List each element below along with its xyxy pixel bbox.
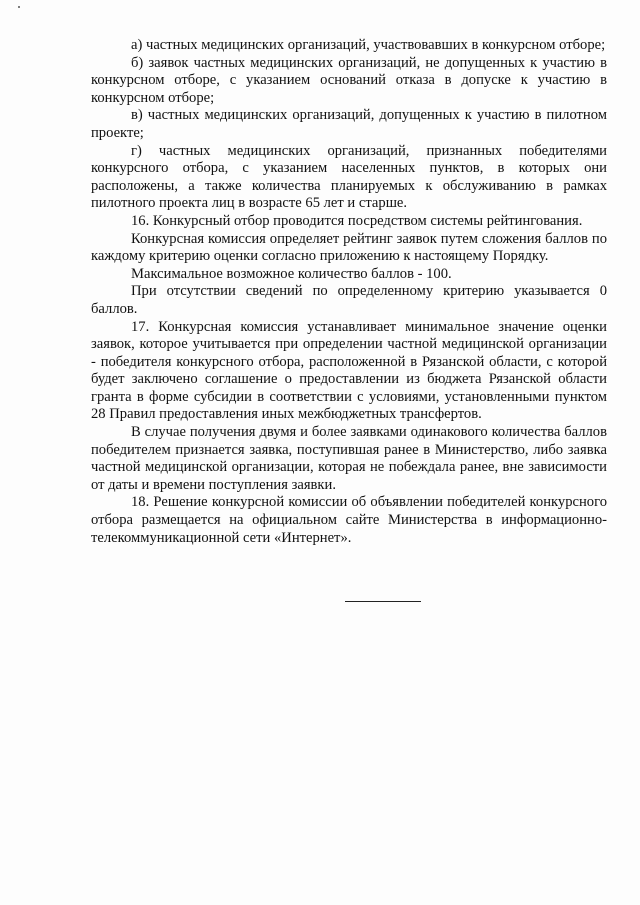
- paragraph-b: б) заявок частных медицинских организаций, не допущенных к участию в конкурсном отборе, с указанием оснований отказа в допуске к участию в конкурсном отборе;: [91, 54, 607, 106]
- paragraph-zero-score: При отсутствии сведений по определенному критерию указывается 0 баллов.: [91, 283, 607, 317]
- paragraph-rating: Конкурсная комиссия определяет рейтинг заявок путем сложения баллов по каждому критерию оценки согласно приложению к настоящему Порядку.: [91, 230, 607, 265]
- paragraph-tie-break: В случае получения двумя и более заявками одинакового количества баллов победителем признается заявка, поступившая ранее в Министерство, либо заявка частной медицинской организации, которая не побеждала ранее, вне зависимости от даты и времени поступления заявки.: [91, 424, 607, 493]
- document-body: [91, 37, 607, 547]
- paragraph-16: 16. Конкурсный отбор проводится посредством системы рейтингования.: [131, 212, 583, 229]
- paragraph-a: а) частных медицинских организаций, участвовавших в конкурсном отборе;: [131, 37, 606, 53]
- paragraph-max-score: Максимальное возможное количество баллов - 100.: [131, 265, 452, 282]
- end-divider-line: [345, 601, 421, 602]
- paragraph-17: 17. Конкурсная комиссия устанавливает минимальное значение оценки заявок, которое учитывается при определении частной медицинской организации - победителя конкурсного отбора, расположенной в Рязанской области, с которой будет заключено соглашение о предоставлении из бюджета Рязанской области гранта в форме субсидии в соответствии с условиями, установленными пунктом 28 Правил предоставления иных межбюджетных трансфертов.: [91, 318, 607, 423]
- scan-speck: [18, 6, 20, 8]
- paragraph-v: в) частных медицинских организаций, допущенных к участию в пилотном проекте;: [91, 107, 607, 141]
- paragraph-18: 18. Решение конкурсной комиссии об объявлении победителей конкурсного отбора размещается на официальном сайте Министерства в информационно-телекоммуникационной сети «Интернет».: [91, 494, 607, 546]
- paragraph-g: г) частных медицинских организаций, признанных победителями конкурсного отбора, с указанием населенных пунктов, в которых они расположены, а также количества планируемых к обслуживанию в рамках пилотного проекта лиц в возрасте 65 лет и старше.: [91, 142, 607, 212]
